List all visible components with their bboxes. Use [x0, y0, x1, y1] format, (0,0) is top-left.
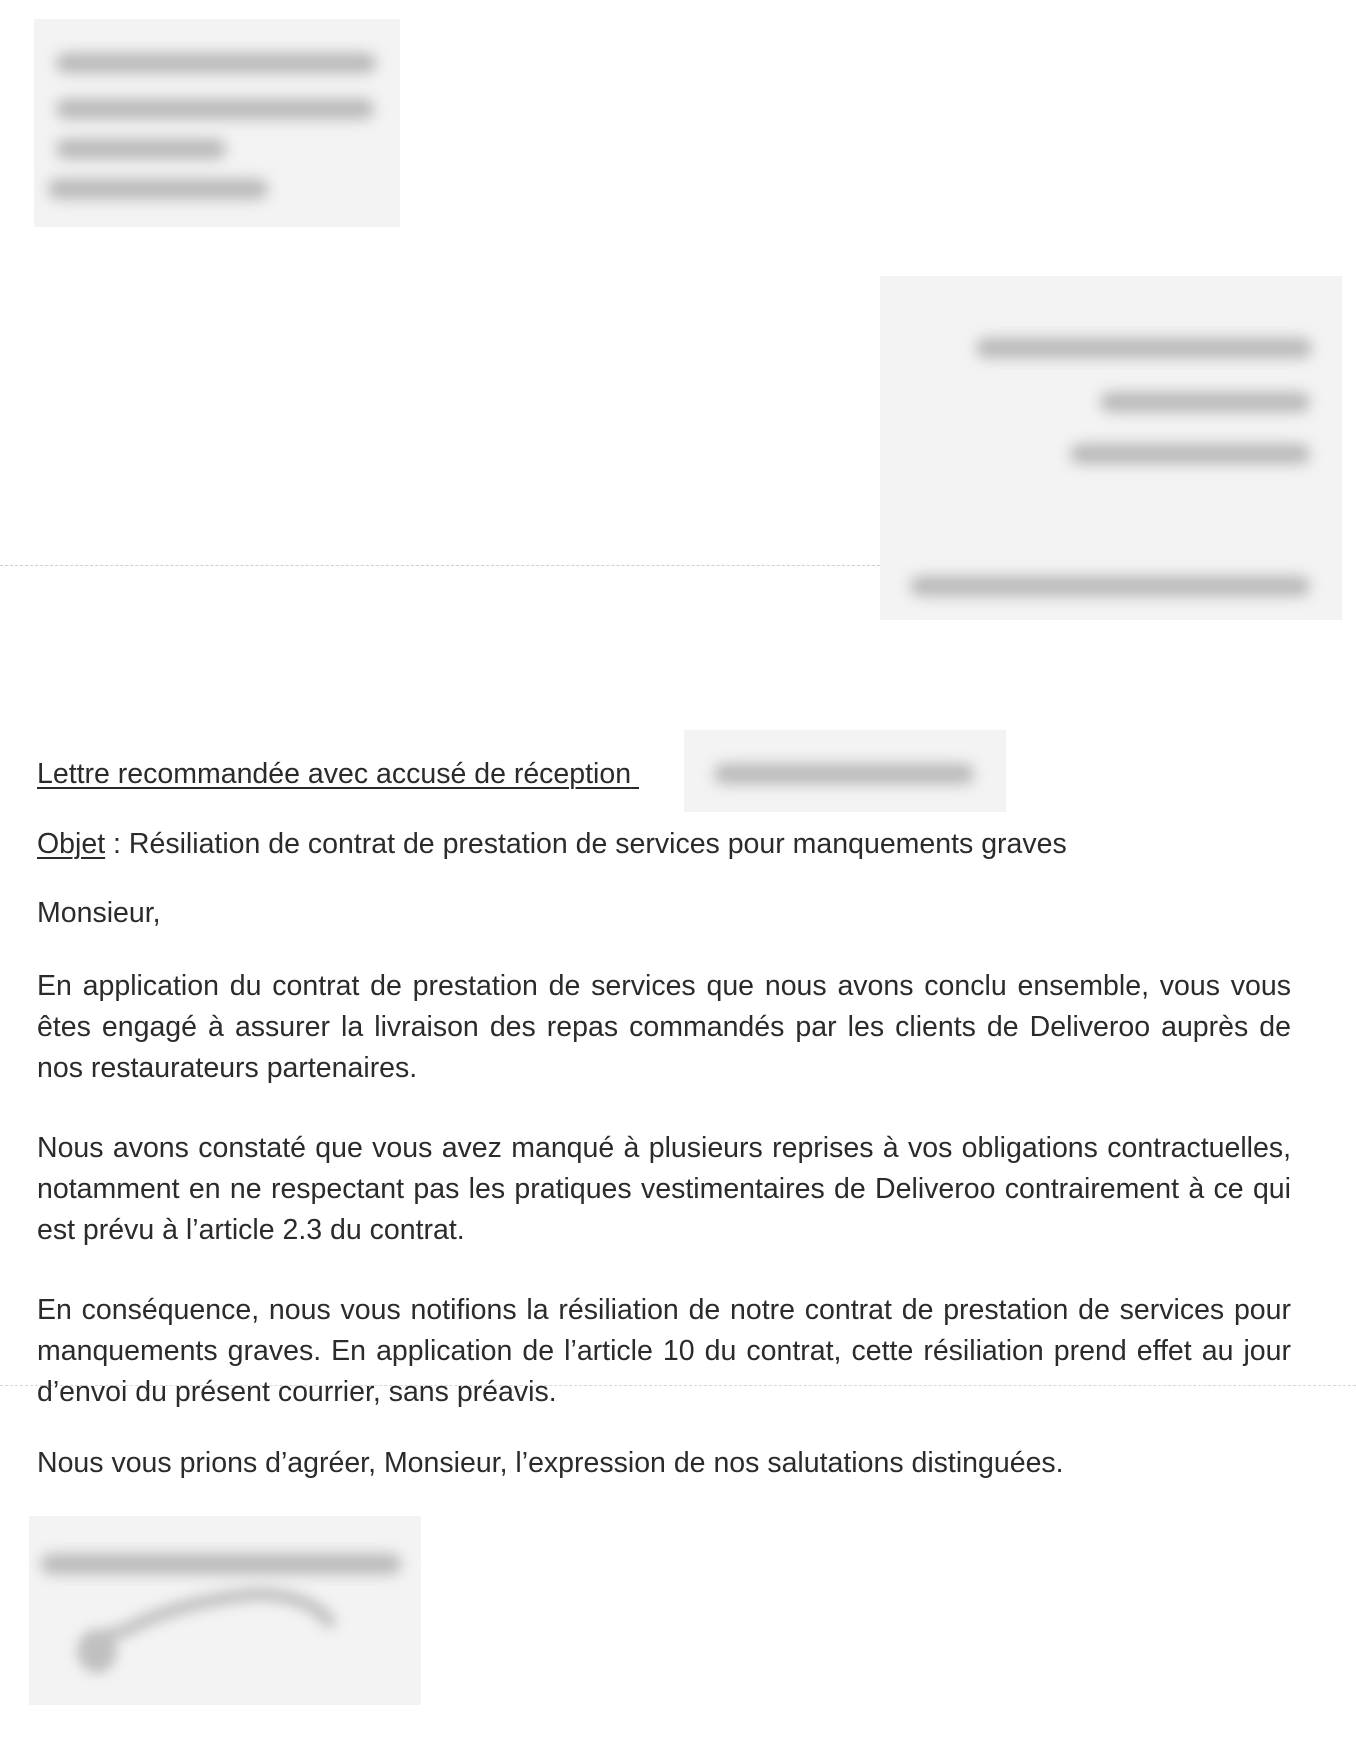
subject-text: Résiliation de contrat de prestation de services pour manquements graves	[128, 828, 1067, 860]
redacted-line	[976, 338, 1312, 358]
subject-label: Objet	[37, 828, 106, 860]
registered-mail-label: Lettre recommandée avec accusé de réception	[37, 758, 632, 790]
paper-fold-line	[0, 565, 880, 566]
redacted-line	[56, 139, 226, 159]
redacted-date-line	[910, 576, 1310, 596]
body-paragraph-3: En conséquence, nous vous notifions la résiliation de notre contrat de prestation de services pour manquements graves. En application de l’article 10 du contrat, cette résiliation prend effet au jour d’envoi du présent courrier, sans préavis.	[37, 1294, 1291, 1408]
salutation: Monsieur,	[37, 897, 161, 929]
redacted-line	[56, 53, 376, 73]
registered-mail-line	[37, 754, 639, 795]
body-paragraph-2: Nous avons constaté que vous avez manqué à plusieurs reprises à vos obligations contractuelles, notamment en ne respectant pas les pratiques vestimentaires de Deliveroo contrairement à ce qui est prévu à l’article 2.3 du contrat.	[37, 1132, 1291, 1246]
body-paragraph-1: En application du contrat de prestation de services que nous avons conclu ensemble, vous vous êtes engagé à assurer la livraison des repas commandés par les clients de Deliveroo auprès de nos restaurateurs partenaires.	[37, 970, 1291, 1084]
signature-icon	[29, 1516, 421, 1705]
closing-formula: Nous vous prions d’agréer, Monsieur, l’expression de nos salutations distinguées.	[37, 1447, 1064, 1479]
redacted-line	[56, 99, 374, 119]
sender-address-block-redacted	[34, 19, 400, 227]
tracking-number-redacted	[684, 730, 1006, 812]
recipient-address-block-redacted	[880, 276, 1342, 620]
redacted-line	[1070, 444, 1310, 464]
subject-line	[37, 824, 1067, 865]
redacted-line	[1100, 392, 1310, 412]
redacted-line	[714, 764, 974, 784]
signature-block-redacted	[29, 1516, 421, 1705]
redacted-line	[48, 179, 268, 199]
subject-separator: :	[105, 828, 129, 860]
